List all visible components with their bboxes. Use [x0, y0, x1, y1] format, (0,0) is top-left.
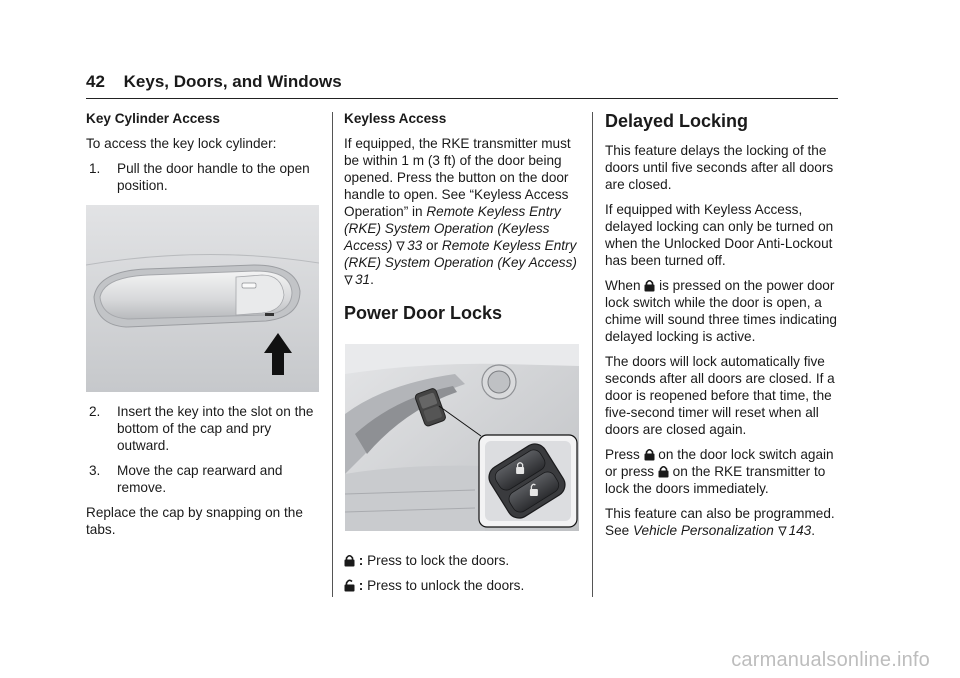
- unlock-caption-text: Press to unlock the doors.: [367, 578, 525, 593]
- lock-separator: :: [355, 553, 368, 568]
- step-text: Insert the key into the slot on the bottom of the cap and pry outward.: [117, 404, 314, 453]
- rke-key-access-link[interactable]: Remote Keyless Entry (RKE) System Operation (Key Access): [344, 238, 577, 270]
- column-1: [86, 110, 322, 202]
- page-reference-arrow-icon: [778, 526, 787, 536]
- lock-icon: [644, 279, 655, 292]
- lock-caption-row: [344, 552, 582, 569]
- vehicle-personalization-link[interactable]: Vehicle Personalization: [632, 523, 774, 538]
- header-rule: [86, 98, 838, 99]
- press-text-end: on the RKE transmitter to lock the doors immediately.: [605, 464, 826, 496]
- power-door-locks-heading: Power Door Locks: [344, 303, 503, 323]
- delayed-p4: The doors will lock automatically five seconds after all doors are closed. If a door is reopened before that time, the five-second timer will reset when all doors are closed again.: [605, 354, 835, 437]
- door-handle-figure: [86, 205, 319, 392]
- unlock-icon: [344, 579, 355, 592]
- lock-caption-text: Press to lock the doors.: [367, 553, 510, 568]
- delayed-p2: If equipped with Keyless Access, delayed locking can only be turned on when the Unlocked Door Anti-Lockout has been turned off.: [605, 202, 834, 268]
- page-ref-31[interactable]: 31: [355, 272, 371, 287]
- programmed-text: This feature can also be programmed. See: [605, 506, 835, 538]
- door-lock-switch-illustration: [345, 344, 579, 531]
- keyless-text: If equipped, the RKE transmitter must be within 1 m (3 ft) of the door being opened. Press the button on the door handle to open. See “Keyless Access Operation” in: [344, 136, 571, 219]
- or-text: or: [422, 238, 442, 253]
- delayed-p6: [605, 505, 837, 539]
- when-text: When: [605, 278, 645, 293]
- delayed-p5: [605, 446, 837, 497]
- page-reference-arrow-icon: [396, 241, 405, 251]
- lock-captions: [344, 552, 582, 602]
- unlock-separator: :: [355, 578, 368, 593]
- when-text-rest: is pressed on the power door lock switch while the door is open, a chime will sound three times indicating delayed locking is active.: [605, 278, 837, 344]
- door-handle-illustration: [86, 205, 319, 392]
- press-text: Press: [605, 447, 644, 462]
- keyless-access-heading: Keyless Access: [344, 111, 447, 126]
- delayed-p3: [605, 277, 837, 345]
- lock-icon: [658, 465, 669, 478]
- step-text: Move the cap rearward and remove.: [117, 463, 283, 495]
- section-title: Keys, Doors, and Windows: [123, 72, 342, 91]
- step-2: [86, 403, 322, 454]
- keyless-access-paragraph: [344, 135, 582, 288]
- step-3: [86, 462, 322, 496]
- press-text-mid: on the door lock switch again or press: [605, 447, 834, 479]
- column-divider-1: [332, 112, 333, 597]
- column-2: [344, 110, 582, 338]
- door-lock-switch-figure: [345, 344, 579, 531]
- unlock-caption-row: [344, 577, 582, 594]
- key-cylinder-heading: Key Cylinder Access: [86, 111, 220, 126]
- step-number: 3.: [89, 463, 101, 478]
- step-text: Pull the door handle to the open position.: [117, 161, 310, 193]
- rke-keyless-link[interactable]: Remote Keyless Entry (RKE) System Operation (Keyless Access): [344, 204, 561, 253]
- delayed-locking-heading: Delayed Locking: [605, 111, 749, 131]
- delayed-p1: This feature delays the locking of the doors until five seconds after all doors are closed.: [605, 143, 834, 192]
- watermark: carmanualsonline.info: [731, 649, 930, 671]
- page-number: 42: [86, 72, 105, 91]
- page-reference-arrow-icon: [344, 275, 353, 285]
- lock-icon: [644, 448, 655, 461]
- column-divider-2: [592, 112, 593, 597]
- period: .: [811, 523, 816, 538]
- page-ref-143[interactable]: 143: [788, 523, 812, 538]
- lock-icon: [344, 554, 355, 567]
- page-header: [86, 72, 838, 92]
- step-number: 2.: [89, 404, 101, 419]
- column-3: [605, 110, 837, 547]
- page-ref-33[interactable]: 33: [407, 238, 423, 253]
- step-number: 1.: [89, 161, 101, 176]
- column-1-continued: [86, 403, 322, 546]
- step-1: [86, 160, 322, 194]
- period: .: [370, 272, 374, 287]
- replace-cap-text: Replace the cap by snapping on the tabs.: [86, 505, 303, 537]
- key-cylinder-intro: To access the key lock cylinder:: [86, 136, 277, 151]
